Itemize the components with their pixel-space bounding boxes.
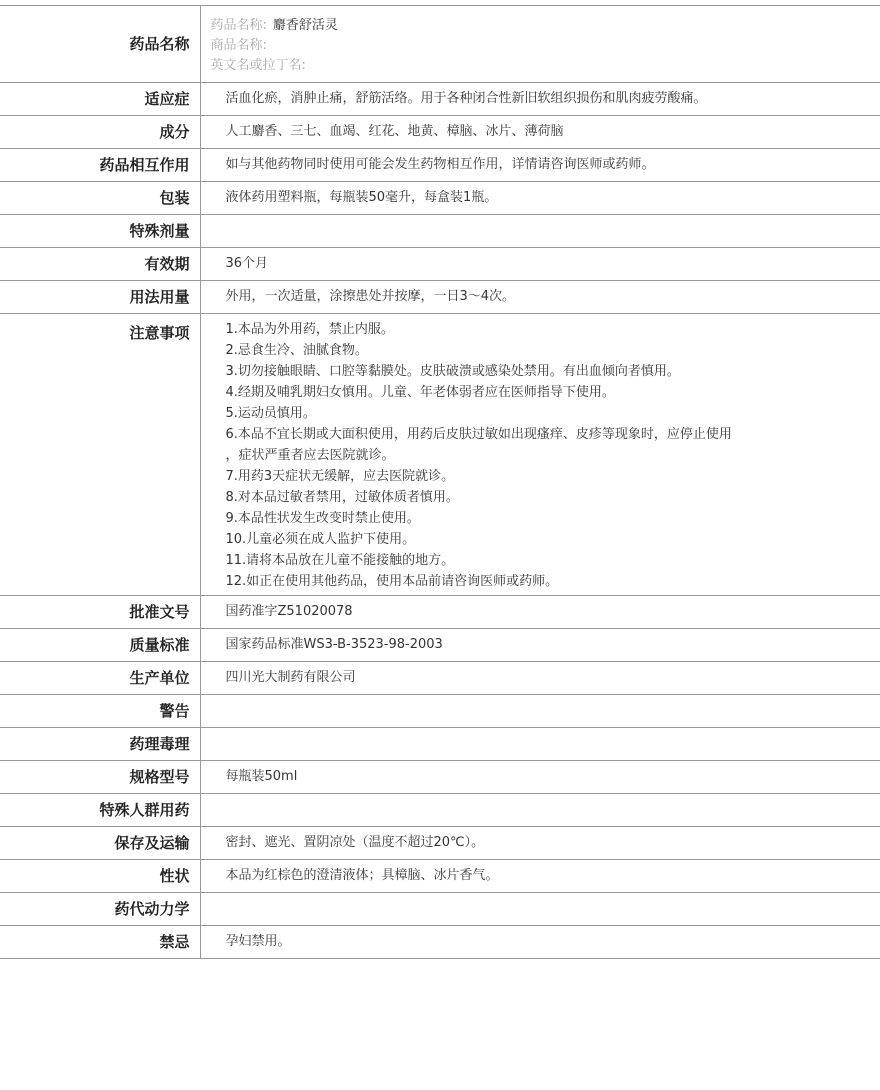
row-value: 外用，一次适量，涂擦患处并按摩，一日3～4次。 (200, 281, 880, 314)
row-value: 如与其他药物同时使用可能会发生药物相互作用，详情请咨询医师或药师。 (200, 149, 880, 182)
row-value: 活血化瘀，消肿止痛，舒筋活络。用于各种闭合性新旧软组织损伤和肌肉疲劳酸痛。 (200, 83, 880, 116)
row-label: 警告 (0, 695, 200, 728)
english-name-key: 英文名或拉丁名: (210, 58, 306, 73)
row-value (200, 215, 880, 248)
row-label: 特殊人群用药 (0, 794, 200, 827)
row-manufacturer (0, 662, 880, 695)
precaution-item: 1.本品为外用药，禁止内服。 (225, 322, 394, 337)
row-special-dosage (0, 215, 880, 248)
row-approval-number (0, 596, 880, 629)
precaution-item: 6.本品不宜长期或大面积使用，用药后皮肤过敏如出现瘙痒、皮疹等现象时，应停止使用 (225, 427, 732, 442)
row-packaging (0, 182, 880, 215)
row-pharmacology-toxicology (0, 728, 880, 761)
trade-name-line (211, 36, 880, 56)
row-indications (0, 83, 880, 116)
precaution-item: 11.请将本品放在儿童不能接触的地方。 (225, 553, 455, 568)
row-label: 特殊剂量 (0, 215, 200, 248)
row-label: 禁忌 (0, 926, 200, 959)
precaution-item: 2.忌食生冷、油腻食物。 (225, 343, 368, 358)
row-value: 本品为红棕色的澄清液体；具樟脑、冰片香气。 (200, 860, 880, 893)
row-value: 36个月 (200, 248, 880, 281)
row-drug-name (0, 6, 880, 83)
row-precautions (0, 314, 880, 596)
row-warning (0, 695, 880, 728)
precaution-item: 7.用药3天症状无缓解，应去医院就诊。 (225, 469, 455, 484)
row-value: 四川光大制药有限公司 (200, 662, 880, 695)
row-quality-standard (0, 629, 880, 662)
row-ingredients (0, 116, 880, 149)
row-label: 适应症 (0, 83, 200, 116)
row-value: 密封、遮光、置阴凉处（温度不超过20℃）。 (200, 827, 880, 860)
precaution-item: 4.经期及哺乳期妇女慎用。儿童、年老体弱者应在医师指导下使用。 (225, 385, 615, 400)
row-label: 生产单位 (0, 662, 200, 695)
row-special-populations (0, 794, 880, 827)
row-label: 注意事项 (0, 314, 200, 596)
row-appearance (0, 860, 880, 893)
row-pharmacokinetics (0, 893, 880, 926)
precaution-item: 3.切勿接触眼睛、口腔等黏膜处。皮肤破溃或感染处禁用。有出血倾向者慎用。 (225, 364, 680, 379)
row-label: 药品相互作用 (0, 149, 200, 182)
precaution-item: ，症状严重者应去医院就诊。 (225, 448, 395, 463)
row-value (200, 728, 880, 761)
row-specification (0, 761, 880, 794)
precaution-item: 9.本品性状发生改变时禁止使用。 (225, 511, 420, 526)
precaution-item: 10.儿童必须在成人监护下使用。 (225, 532, 416, 547)
row-value: 每瓶装50ml (200, 761, 880, 794)
row-label: 药品名称 (0, 6, 200, 83)
row-label: 有效期 (0, 248, 200, 281)
row-contraindications (0, 926, 880, 959)
row-label: 药代动力学 (0, 893, 200, 926)
drug-name-line (211, 16, 880, 36)
row-value (200, 794, 880, 827)
row-value: 国药准字Z51020078 (200, 596, 880, 629)
row-usage-dosage (0, 281, 880, 314)
row-shelf-life (0, 248, 880, 281)
precaution-item: 12.如正在使用其他药品，使用本品前请咨询医师或药师。 (225, 574, 559, 589)
row-value: 孕妇禁用。 (200, 926, 880, 959)
row-label: 保存及运输 (0, 827, 200, 860)
row-label: 规格型号 (0, 761, 200, 794)
row-label: 药理毒理 (0, 728, 200, 761)
row-storage-transport (0, 827, 880, 860)
row-value: 液体药用塑料瓶，每瓶装50毫升，每盒装1瓶。 (200, 182, 880, 215)
precaution-item: 5.运动员慎用。 (225, 406, 316, 421)
drug-name-value: 麝香舒活灵 (272, 18, 338, 33)
drug-spec-body (0, 6, 880, 959)
english-name-line (211, 56, 880, 76)
row-value (200, 893, 880, 926)
row-label: 质量标准 (0, 629, 200, 662)
drug-spec-table (0, 5, 880, 959)
drug-name-key: 药品名称: (210, 18, 267, 33)
row-label: 性状 (0, 860, 200, 893)
row-label: 批准文号 (0, 596, 200, 629)
precaution-item: 8.对本品过敏者禁用，过敏体质者慎用。 (225, 490, 459, 505)
row-label: 成分 (0, 116, 200, 149)
row-value: 国家药品标准WS3-B-3523-98-2003 (200, 629, 880, 662)
row-value: 人工麝香、三七、血竭、红花、地黄、樟脑、冰片、薄荷脑 (200, 116, 880, 149)
trade-name-key: 商品名称: (210, 38, 267, 53)
drug-name-cell (200, 6, 880, 83)
row-label: 包装 (0, 182, 200, 215)
row-interactions (0, 149, 880, 182)
precautions-list (200, 314, 880, 596)
row-value (200, 695, 880, 728)
row-label: 用法用量 (0, 281, 200, 314)
